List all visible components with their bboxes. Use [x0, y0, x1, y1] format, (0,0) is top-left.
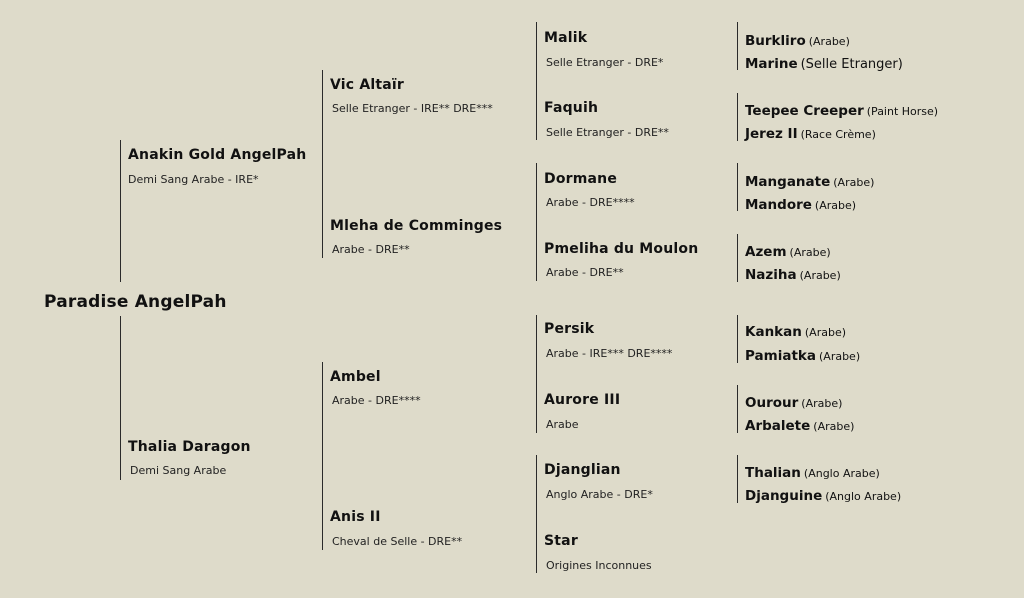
- grandparent-description: Arabe - DRE**: [332, 243, 410, 256]
- dam-name: Thalia Daragon: [128, 439, 251, 455]
- connector-line: [536, 22, 537, 140]
- ancestor-entry: [745, 415, 854, 434]
- great-grandparent-name: Dormane: [544, 171, 618, 187]
- great-grandparent-name: Aurore III: [544, 392, 621, 408]
- sire-name: Anakin Gold AngelPah: [128, 147, 307, 163]
- ancestor-entry: [745, 194, 856, 213]
- ancestor-entry: [745, 321, 846, 340]
- ancestor-breed: (Anglo Arabe): [803, 467, 880, 480]
- great-grandparent-description: Arabe - DRE****: [546, 196, 635, 209]
- great-grandparent-description: Arabe - IRE*** DRE****: [546, 347, 673, 360]
- connector-line: [120, 316, 121, 480]
- connector-line: [737, 385, 738, 433]
- ancestor-entry: [745, 241, 831, 260]
- great-grandparent-description: Selle Etranger - DRE**: [546, 126, 669, 139]
- great-grandparent-description: Anglo Arabe - DRE*: [546, 488, 653, 501]
- ancestor-entry: [745, 123, 876, 142]
- great-grandparent-name: Djanglian: [544, 462, 621, 478]
- ancestor-name: Jerez II: [745, 126, 798, 142]
- ancestor-name: Arbalete: [745, 418, 811, 434]
- ancestor-name: Ourour: [745, 395, 799, 411]
- grandparent-description: Cheval de Selle - DRE**: [332, 535, 463, 548]
- ancestor-name: Kankan: [745, 324, 802, 340]
- connector-line: [737, 315, 738, 363]
- great-grandparent-description: Arabe: [546, 418, 579, 431]
- connector-line: [737, 455, 738, 503]
- connector-line: [536, 163, 537, 281]
- ancestor-breed: (Arabe): [833, 176, 875, 189]
- ancestor-entry: [745, 345, 860, 364]
- ancestor-breed: (Arabe): [799, 269, 841, 282]
- ancestor-name: Teepee Creeper: [745, 103, 864, 119]
- grandparent-name: Vic Altaïr: [330, 77, 405, 93]
- dam-description: Demi Sang Arabe: [130, 464, 227, 477]
- ancestor-breed: (Arabe): [801, 397, 843, 410]
- connector-line: [120, 140, 121, 282]
- ancestor-entry: [745, 100, 938, 119]
- ancestor-name: Mandore: [745, 197, 812, 213]
- grandparent-name: Anis II: [330, 509, 381, 525]
- sire-description: Demi Sang Arabe - IRE*: [128, 173, 259, 186]
- ancestor-entry: [745, 53, 903, 72]
- subject-name: Paradise AngelPah: [44, 292, 227, 312]
- great-grandparent-name: Malik: [544, 30, 588, 46]
- ancestor-entry: [745, 30, 850, 49]
- ancestor-name: Naziha: [745, 267, 797, 283]
- ancestor-name: Djanguine: [745, 488, 823, 504]
- ancestor-breed: (Arabe): [813, 420, 855, 433]
- connector-line: [737, 93, 738, 141]
- connector-line: [536, 315, 537, 433]
- great-grandparent-name: Faquih: [544, 100, 599, 116]
- ancestor-entry: [745, 462, 880, 481]
- ancestor-breed: (Arabe): [819, 350, 861, 363]
- great-grandparent-name: Pmeliha du Moulon: [544, 241, 699, 257]
- ancestor-name: Pamiatka: [745, 348, 816, 364]
- connector-line: [737, 22, 738, 70]
- ancestor-entry: [745, 485, 901, 504]
- ancestor-breed: (Anglo Arabe): [825, 490, 902, 503]
- ancestor-entry: [745, 392, 842, 411]
- ancestor-breed: (Arabe): [789, 246, 831, 259]
- grandparent-description: Selle Etranger - IRE** DRE***: [332, 102, 493, 115]
- ancestor-breed: (Paint Horse): [866, 105, 939, 118]
- great-grandparent-name: Persik: [544, 321, 595, 337]
- grandparent-description: Arabe - DRE****: [332, 394, 421, 407]
- ancestor-entry: [745, 171, 874, 190]
- connector-line: [737, 163, 738, 211]
- ancestor-entry: [745, 264, 841, 283]
- grandparent-name: Ambel: [330, 369, 381, 385]
- great-grandparent-description: Origines Inconnues: [546, 559, 652, 572]
- ancestor-name: Marine: [745, 56, 798, 72]
- ancestor-name: Burkliro: [745, 33, 806, 49]
- connector-line: [737, 234, 738, 282]
- ancestor-breed: (Arabe): [808, 35, 850, 48]
- ancestor-name: Azem: [745, 244, 787, 260]
- connector-line: [322, 362, 323, 550]
- connector-line: [322, 70, 323, 258]
- ancestor-breed: (Race Crème): [800, 128, 876, 141]
- great-grandparent-description: Selle Etranger - DRE*: [546, 56, 664, 69]
- ancestor-breed: (Selle Etranger): [800, 57, 903, 72]
- great-grandparent-name: Star: [544, 533, 578, 549]
- ancestor-name: Thalian: [745, 465, 801, 481]
- grandparent-name: Mleha de Comminges: [330, 218, 503, 234]
- ancestor-breed: (Arabe): [804, 326, 847, 339]
- great-grandparent-description: Arabe - DRE**: [546, 266, 624, 279]
- connector-line: [536, 455, 537, 573]
- ancestor-breed: (Arabe): [814, 199, 857, 212]
- ancestor-name: Manganate: [745, 174, 831, 190]
